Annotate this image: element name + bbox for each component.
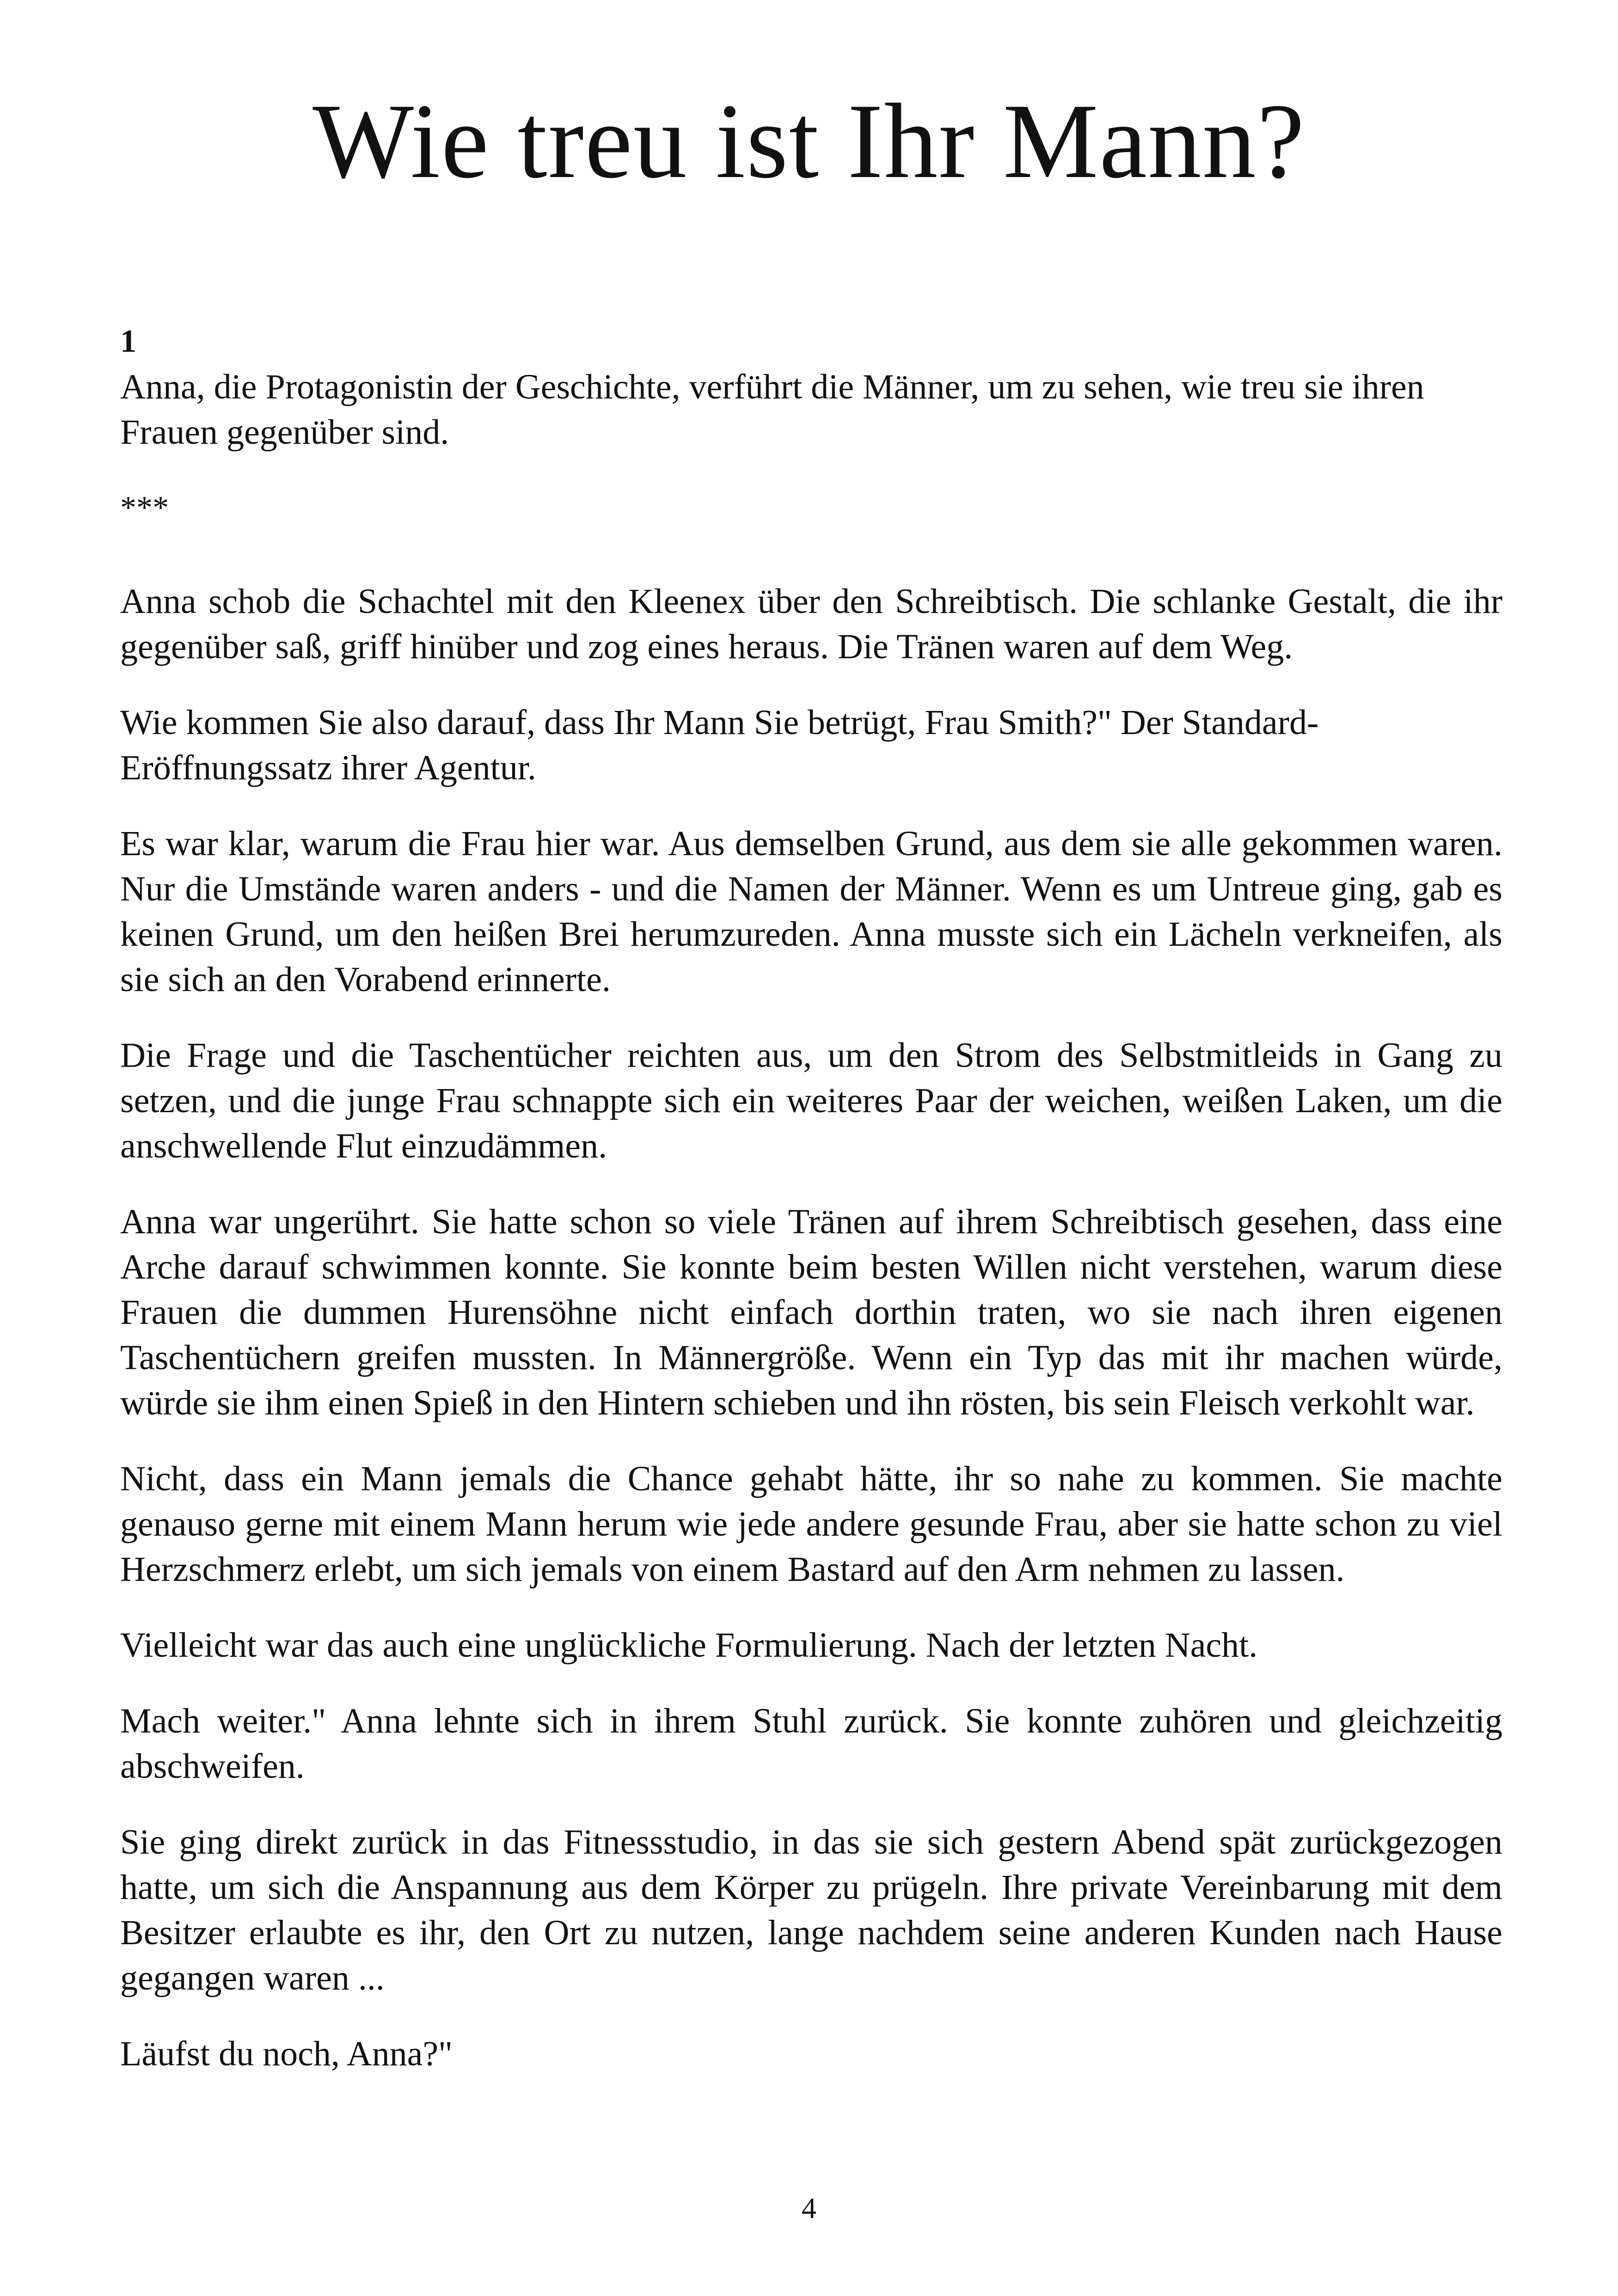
paragraph: Die Frage und die Taschentücher reichten aus, um den Strom des Selbstmitleids in Gang zu setzen, und die junge Frau schnappte sich ein weiteres Paar der weichen, weißen Laken, um die anschwellende Flut einzudämmen. [120, 1036, 1502, 1165]
paragraph: Sie ging direkt zurück in das Fitnessstudio, in das sie sich gestern Abend spät zurückgezogen hatte, um sich die Anspannung aus dem Körper zu prügeln. Ihre private Vereinbarung mit dem Besitzer erlaubte es ihr, den Ort zu nutzen, lange nachdem seine anderen Kunden nach Hause gegangen waren ... [120, 1823, 1502, 1997]
paragraph: Vielleicht war das auch eine unglückliche Formulierung. Nach der letzten Nacht. [120, 1626, 1258, 1665]
paragraph: Wie kommen Sie also darauf, dass Ihr Mann Sie betrügt, Frau Smith?" Der Standard-Eröffnungssatz ihrer Agentur. [120, 703, 1319, 787]
paragraph: Es war klar, warum die Frau hier war. Aus demselben Grund, aus dem sie alle gekommen waren. Nur die Umstände waren anders - und die Namen der Männer. Wenn es um Untreue ging, gab es keinen Grund, um den heißen Brei herumzureden. Anna musste sich ein Lächeln verkneifen, als sie sich an den Vorabend erinnerte. [120, 824, 1502, 999]
section-separator: *** [120, 490, 169, 526]
paragraph: Anna schob die Schachtel mit den Kleenex über den Schreibtisch. Die schlanke Gestalt, die ihr gegenüber saß, griff hinüber und zog eines heraus. Die Tränen waren auf dem Weg. [120, 582, 1502, 666]
story-body [120, 319, 1502, 2107]
paragraph: Läufst du noch, Anna?" [120, 2034, 453, 2073]
paragraph: Anna war ungerührt. Sie hatte schon so viele Tränen auf ihrem Schreibtisch gesehen, dass eine Arche darauf schwimmen konnte. Sie konnte beim besten Willen nicht verstehen, warum diese Frauen die dummen Hurensöhne nicht einfach dorthin traten, wo sie nach ihren eigenen Taschentüchern greifen mussten. In Männergröße. Wenn ein Typ das mit ihr machen würde, würde sie ihm einen Spieß in den Hintern schieben und ihn rösten, bis sein Fleisch verkohlt war. [120, 1202, 1502, 1422]
chapter-number: 1 [120, 324, 136, 359]
page-title: Wie treu ist Ihr Mann? [313, 82, 1305, 201]
page-number: 4 [802, 2192, 816, 2224]
intro-paragraph: Anna, die Protagonistin der Geschichte, verführt die Männer, um zu sehen, wie treu sie ihren Frauen gegenüber sind. [120, 367, 1424, 452]
paragraph: Nicht, dass ein Mann jemals die Chance gehabt hätte, ihr so nahe zu kommen. Sie machte genauso gerne mit einem Mann herum wie jede andere gesunde Frau, aber sie hatte schon zu viel Herzschmerz erlebt, um sich jemals von einem Bastard auf den Arm nehmen zu lassen. [120, 1459, 1502, 1589]
paragraph: Mach weiter." Anna lehnte sich in ihrem Stuhl zurück. Sie konnte zuhören und gleichzeitig abschweifen. [120, 1702, 1502, 1786]
